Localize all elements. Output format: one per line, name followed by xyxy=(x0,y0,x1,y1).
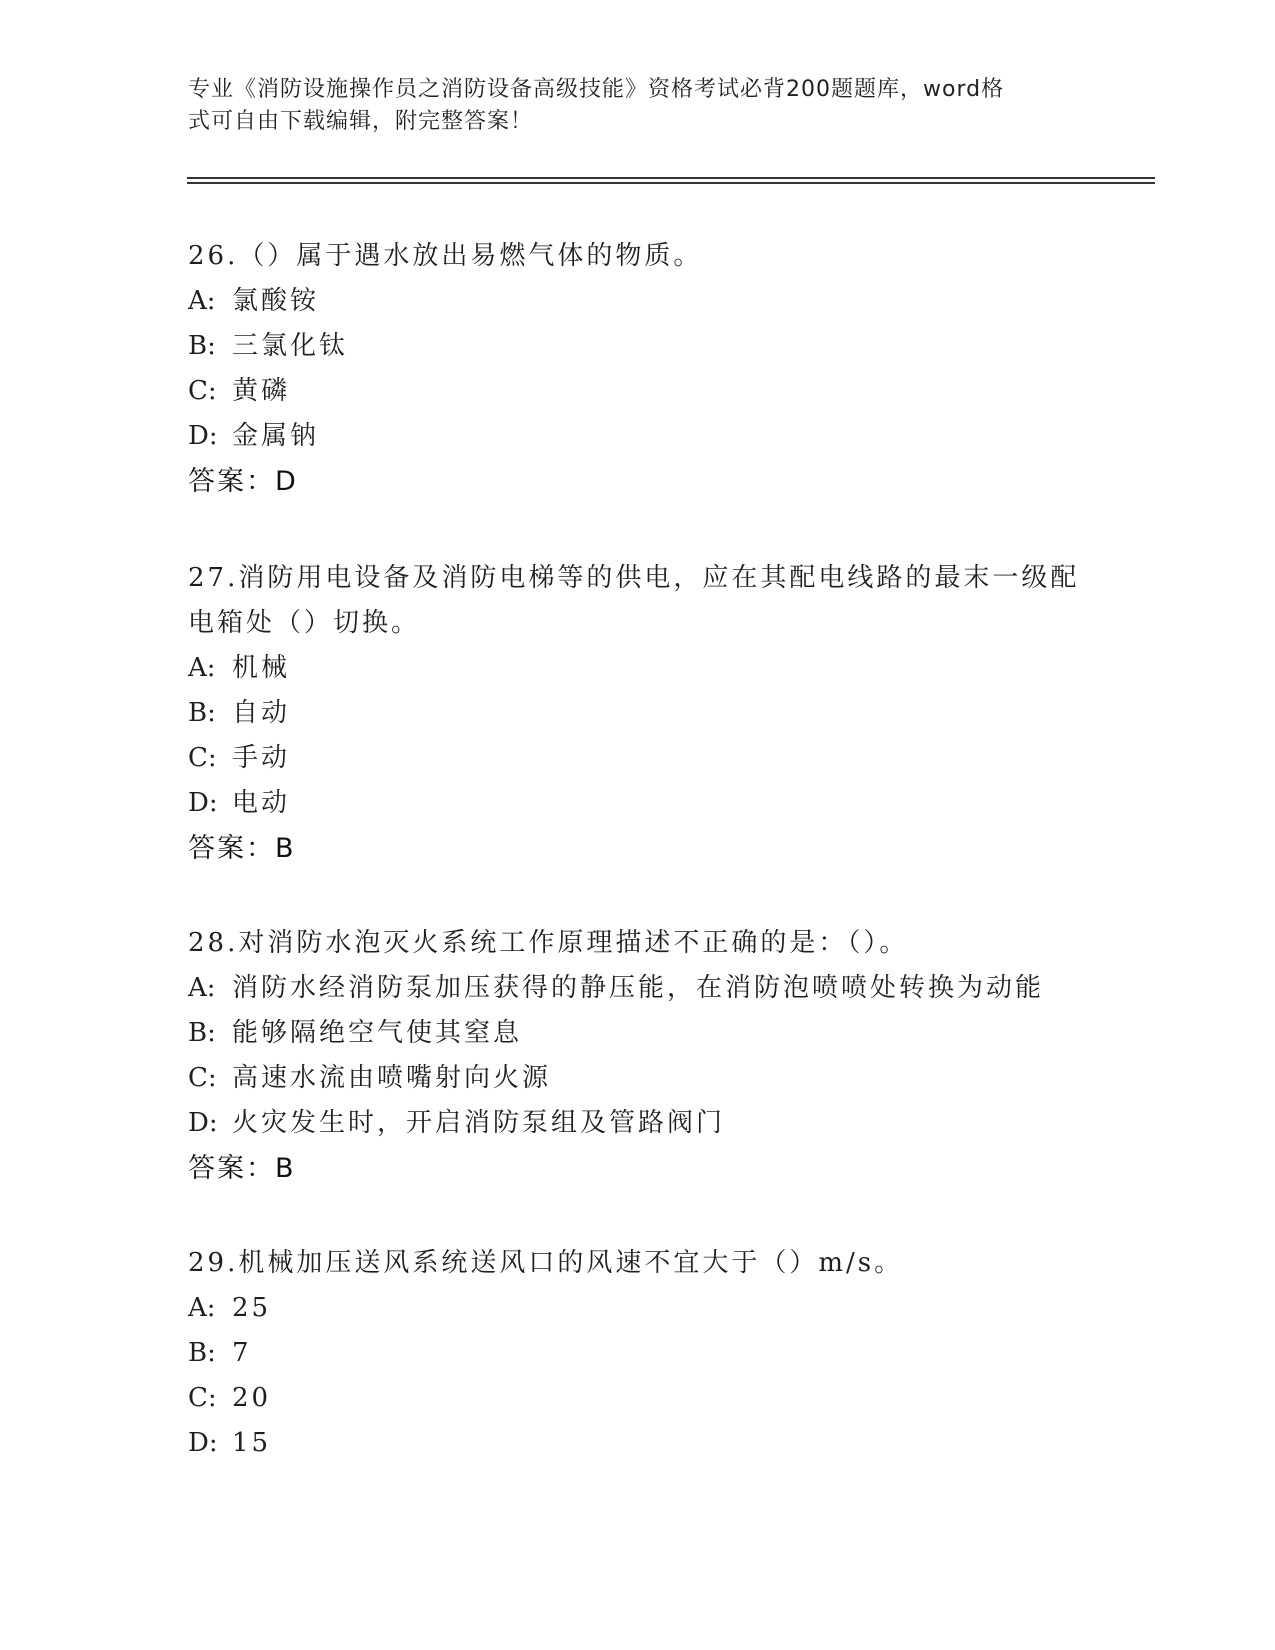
option-text: 金属钠 xyxy=(232,421,320,451)
answer-line: 答案：B xyxy=(188,833,296,864)
option-label: D: xyxy=(188,788,218,818)
question-stem: 28.对消防水泡灭火系统工作原理描述不正确的是：（）。 xyxy=(188,928,909,958)
option-c xyxy=(188,369,1088,414)
document-header xyxy=(188,74,1088,138)
question-26 xyxy=(188,234,1088,504)
option-text: 消防水经消防泵加压获得的静压能，在消防泡喷喷处转换为动能 xyxy=(232,973,1045,1003)
option-a xyxy=(188,646,1088,691)
option-label: C: xyxy=(188,743,217,773)
option-d xyxy=(188,414,1088,459)
question-stem-line-1: 27.消防用电设备及消防电梯等的供电，应在其配电线路的最末一级配 xyxy=(188,563,1080,593)
option-d xyxy=(188,1101,1088,1146)
option-a xyxy=(188,279,1088,324)
option-text: 黄磷 xyxy=(232,376,291,406)
option-text: 机械 xyxy=(232,653,291,683)
option-label: C: xyxy=(188,1063,217,1093)
option-d xyxy=(188,781,1088,826)
option-c xyxy=(188,1376,1088,1421)
header-divider-bottom xyxy=(187,182,1155,184)
option-label: B: xyxy=(188,698,216,728)
option-b xyxy=(188,324,1088,369)
question-stem: 26.（）属于遇水放出易燃气体的物质。 xyxy=(188,241,703,271)
option-text: 三氯化钛 xyxy=(232,331,349,361)
option-c xyxy=(188,736,1088,781)
option-label: C: xyxy=(188,376,217,406)
question-28 xyxy=(188,921,1088,1191)
option-label: A: xyxy=(188,653,216,683)
option-label: B: xyxy=(188,1018,216,1048)
option-text: 15 xyxy=(232,1428,272,1458)
option-b xyxy=(188,1011,1088,1056)
option-text: 氯酸铵 xyxy=(232,286,320,316)
option-text: 25 xyxy=(232,1293,272,1323)
option-a xyxy=(188,1286,1088,1331)
question-stem: 29.机械加压送风系统送风口的风速不宜大于（）m/s。 xyxy=(188,1248,904,1278)
header-line-1: 专业《消防设施操作员之消防设备高级技能》资格考试必背200题题库，word格 xyxy=(188,77,1005,102)
option-text: 自动 xyxy=(232,698,291,728)
option-label: A: xyxy=(188,286,216,316)
option-label: A: xyxy=(188,1293,216,1323)
option-a xyxy=(188,966,1088,1011)
option-text: 高速水流由喷嘴射向火源 xyxy=(232,1063,552,1093)
option-text: 手动 xyxy=(232,743,291,773)
option-label: B: xyxy=(188,331,216,361)
option-label: D: xyxy=(188,1108,218,1138)
option-c xyxy=(188,1056,1088,1101)
option-label: B: xyxy=(188,1338,216,1368)
option-text: 电动 xyxy=(232,788,291,818)
header-divider-top xyxy=(187,177,1155,179)
option-label: D: xyxy=(188,421,218,451)
option-b xyxy=(188,691,1088,736)
option-label: A: xyxy=(188,973,216,1003)
option-b xyxy=(188,1331,1088,1376)
option-text: 火灾发生时，开启消防泵组及管路阀门 xyxy=(232,1108,726,1138)
option-d xyxy=(188,1421,1088,1466)
question-29 xyxy=(188,1241,1088,1466)
question-stem-line-2: 电箱处（）切换。 xyxy=(188,608,421,638)
answer-line: 答案：B xyxy=(188,1153,296,1184)
option-text: 20 xyxy=(232,1383,272,1413)
header-line-2: 式可自由下载编辑，附完整答案！ xyxy=(188,109,534,134)
option-text: 7 xyxy=(232,1338,252,1368)
question-27 xyxy=(188,556,1088,871)
option-label: C: xyxy=(188,1383,217,1413)
answer-line: 答案：D xyxy=(188,466,298,497)
option-label: D: xyxy=(188,1428,218,1458)
option-text: 能够隔绝空气使其窒息 xyxy=(232,1018,523,1048)
